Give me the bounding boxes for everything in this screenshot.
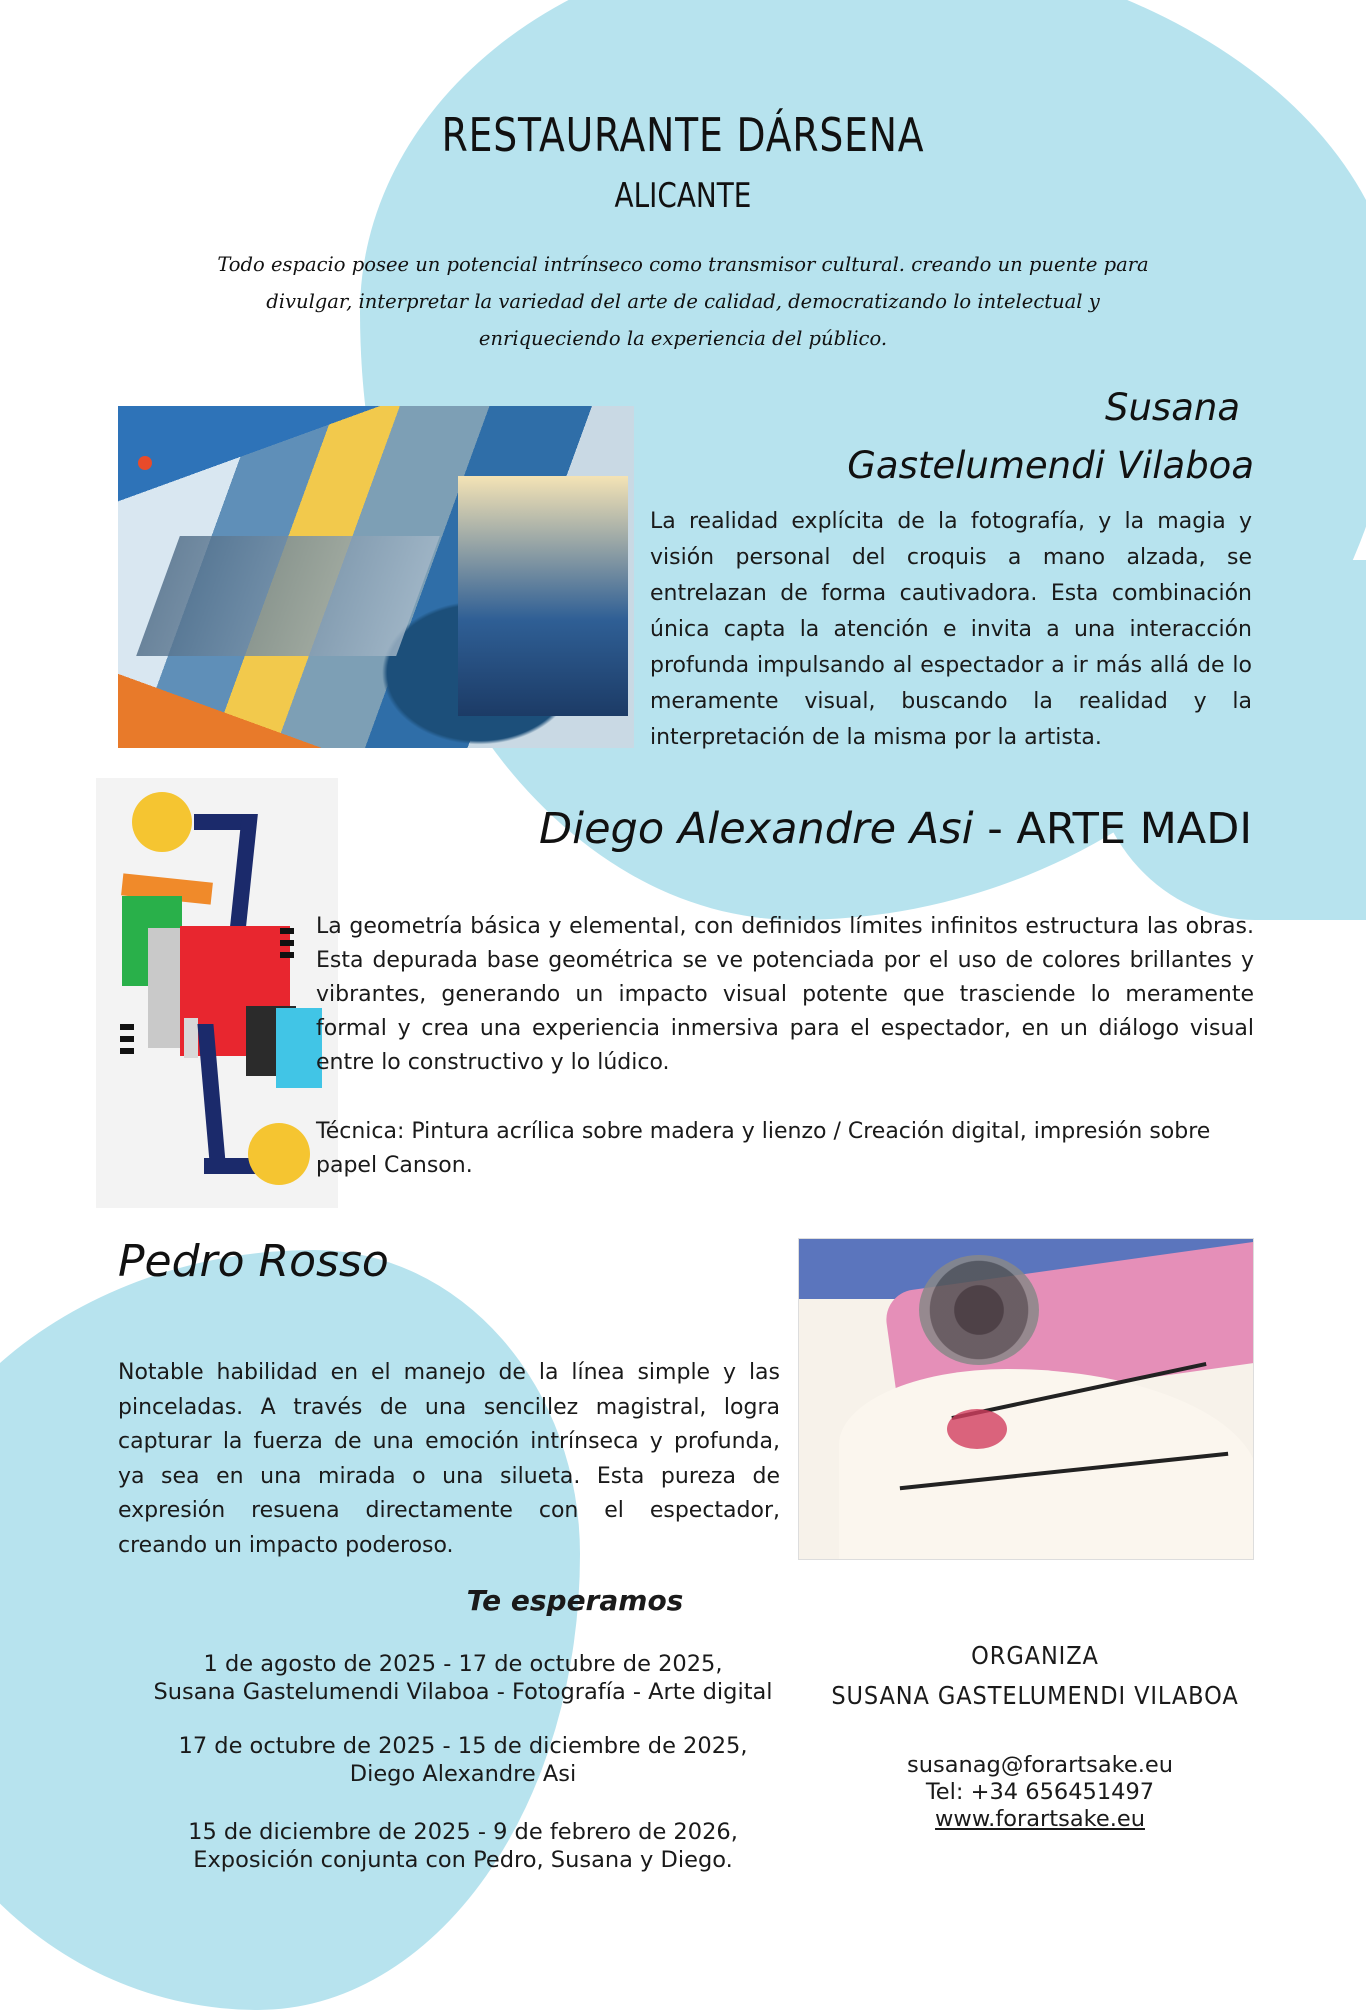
art-movement: ARTE MADI (1016, 804, 1252, 854)
page-title: RESTAURANTE DÁRSENA (441, 108, 925, 162)
schedule-heading: Te esperamos (466, 1584, 684, 1617)
schedule-dates: 15 de diciembre de 2025 - 9 de febrero de 2026, (188, 1819, 738, 1845)
schedule-desc: Susana Gastelumendi Vilaboa - Fotografía - Arte digital (153, 1679, 773, 1705)
schedule-dates: 1 de agosto de 2025 - 17 de octubre de 2025, (203, 1651, 723, 1677)
schedule-item (0, 1818, 928, 1874)
contact-block (830, 1752, 1250, 1833)
artwork-boats-photo (118, 406, 634, 748)
artist-name-susana-line2: Gastelumendi Vilaboa (847, 444, 1254, 487)
artwork-reclining-figure (798, 1238, 1254, 1560)
artist-description-diego: La geometría básica y elemental, con definidos límites infinitos estructura las obras. Esta depurada base geométrica se ve potenciada por el uso de colores brillantes y vibrantes, generando un impacto visual potente que trasciende lo meramente formal y crea una experiencia inmersiva para el espectador, en un diálogo visual entre lo constructivo y lo lúdico. (316, 914, 1254, 1075)
contact-website-link[interactable]: www.forartsake.eu (935, 1806, 1145, 1832)
artist-name-susana-line1: Susana (1104, 386, 1240, 429)
artwork-madi-geometric (96, 778, 338, 1208)
organizer-label: ORGANIZA (971, 1641, 1099, 1670)
contact-phone: Tel: +34 656451497 (925, 1779, 1155, 1805)
artist-description-susana: La realidad explícita de la fotografía, y la magia y visión personal del croquis a mano alzada, se entrelazan de forma cautivadora. Esta combinación única capta la atención e invita a una interacción profunda impulsando al espectador a ir más allá de lo meramente visual, buscando la realidad y la interpretación de la misma por la artista. (650, 509, 1252, 750)
artist-description-pedro: Notable habilidad en el manejo de la línea simple y las pinceladas. A través de una sencillez magistral, logra capturar la fuerza de una emoción intrínseca y profunda, ya sea en una mirada o una silueta. Esta pureza de expresión resuena directamente con el espectador, creando un impacto poderoso. (118, 1360, 780, 1558)
organizer-block (815, 1636, 1256, 1716)
contact-email[interactable]: susanag@forartsake.eu (907, 1752, 1173, 1778)
artist-name-diego: Diego Alexandre Asi - ARTE MADI (539, 804, 1252, 854)
schedule-desc: Diego Alexandre Asi (349, 1761, 577, 1787)
organizer-name: SUSANA GASTELUMENDI VILABOA (831, 1681, 1239, 1710)
schedule-item (0, 1650, 928, 1706)
page-subtitle: ALICANTE (614, 176, 752, 216)
artist-technique-diego: Técnica: Pintura acrílica sobre madera y lienzo / Creación digital, impresión sobre papel Canson. (316, 1119, 1211, 1178)
intro-text: Todo espacio posee un potencial intrínseco como transmisor cultural. creando un puente para divulgar, interpretar la variedad del arte de calidad, democratizando lo intelectual y enriqueciendo la experiencia del público. (217, 253, 1149, 350)
schedule-dates: 17 de octubre de 2025 - 15 de diciembre de 2025, (178, 1733, 748, 1759)
schedule-desc: Exposición conjunta con Pedro, Susana y Diego. (193, 1847, 733, 1873)
artist-name-pedro: Pedro Rosso (118, 1236, 389, 1287)
schedule-item (0, 1732, 928, 1788)
